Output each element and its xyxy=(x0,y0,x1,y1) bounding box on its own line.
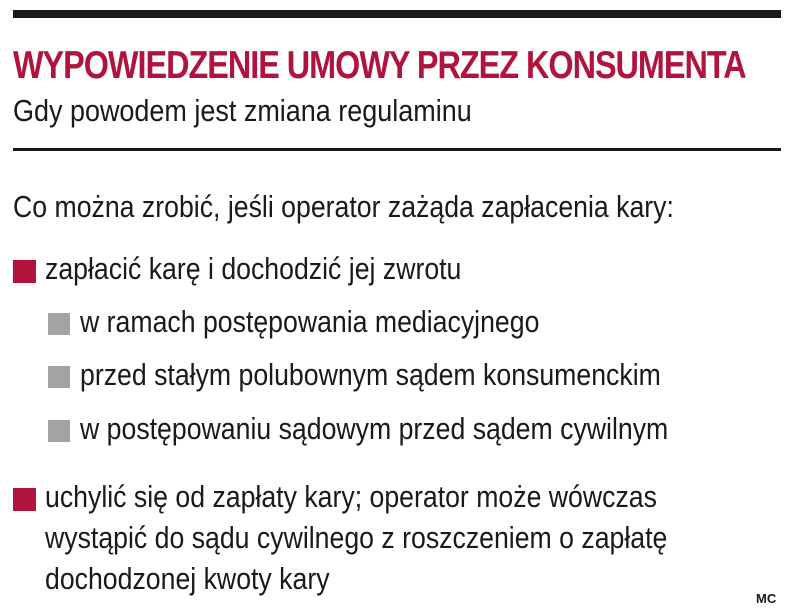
red-square-bullet xyxy=(13,260,36,283)
author-credit: MC xyxy=(756,591,777,606)
grey-square-bullet xyxy=(48,313,70,335)
option-2-line-3: dochodzonej kwoty kary xyxy=(45,561,330,596)
option-1-sub-item-2: przed stałym polubownym sądem konsumenckim xyxy=(80,357,661,392)
option-2-line-1: uchylić się od zapłaty kary; operator może wówczas xyxy=(45,479,657,514)
grey-square-bullet xyxy=(48,366,70,388)
divider-rule xyxy=(13,148,781,151)
question-text: Co można zrobić, jeśli operator zażąda zapłacenia kary: xyxy=(13,189,674,224)
option-1-sub-item-1: w ramach postępowania mediacyjnego xyxy=(80,304,540,339)
top-rule xyxy=(13,10,781,18)
grey-square-bullet xyxy=(48,420,70,442)
option-1-label: zapłacić karę i dochodzić jej zwrotu xyxy=(45,251,462,286)
infobox-subtitle: Gdy powodem jest zmiana regulaminu xyxy=(13,93,472,128)
option-1-sub-item-3: w postępowaniu sądowym przed sądem cywilnym xyxy=(80,411,669,446)
red-square-bullet xyxy=(13,488,36,511)
infobox-title: WYPOWIEDZENIE UMOWY PRZEZ KONSUMENTA xyxy=(13,44,746,87)
option-2-line-2: wystąpić do sądu cywilnego z roszczeniem o zapłatę xyxy=(45,520,668,555)
